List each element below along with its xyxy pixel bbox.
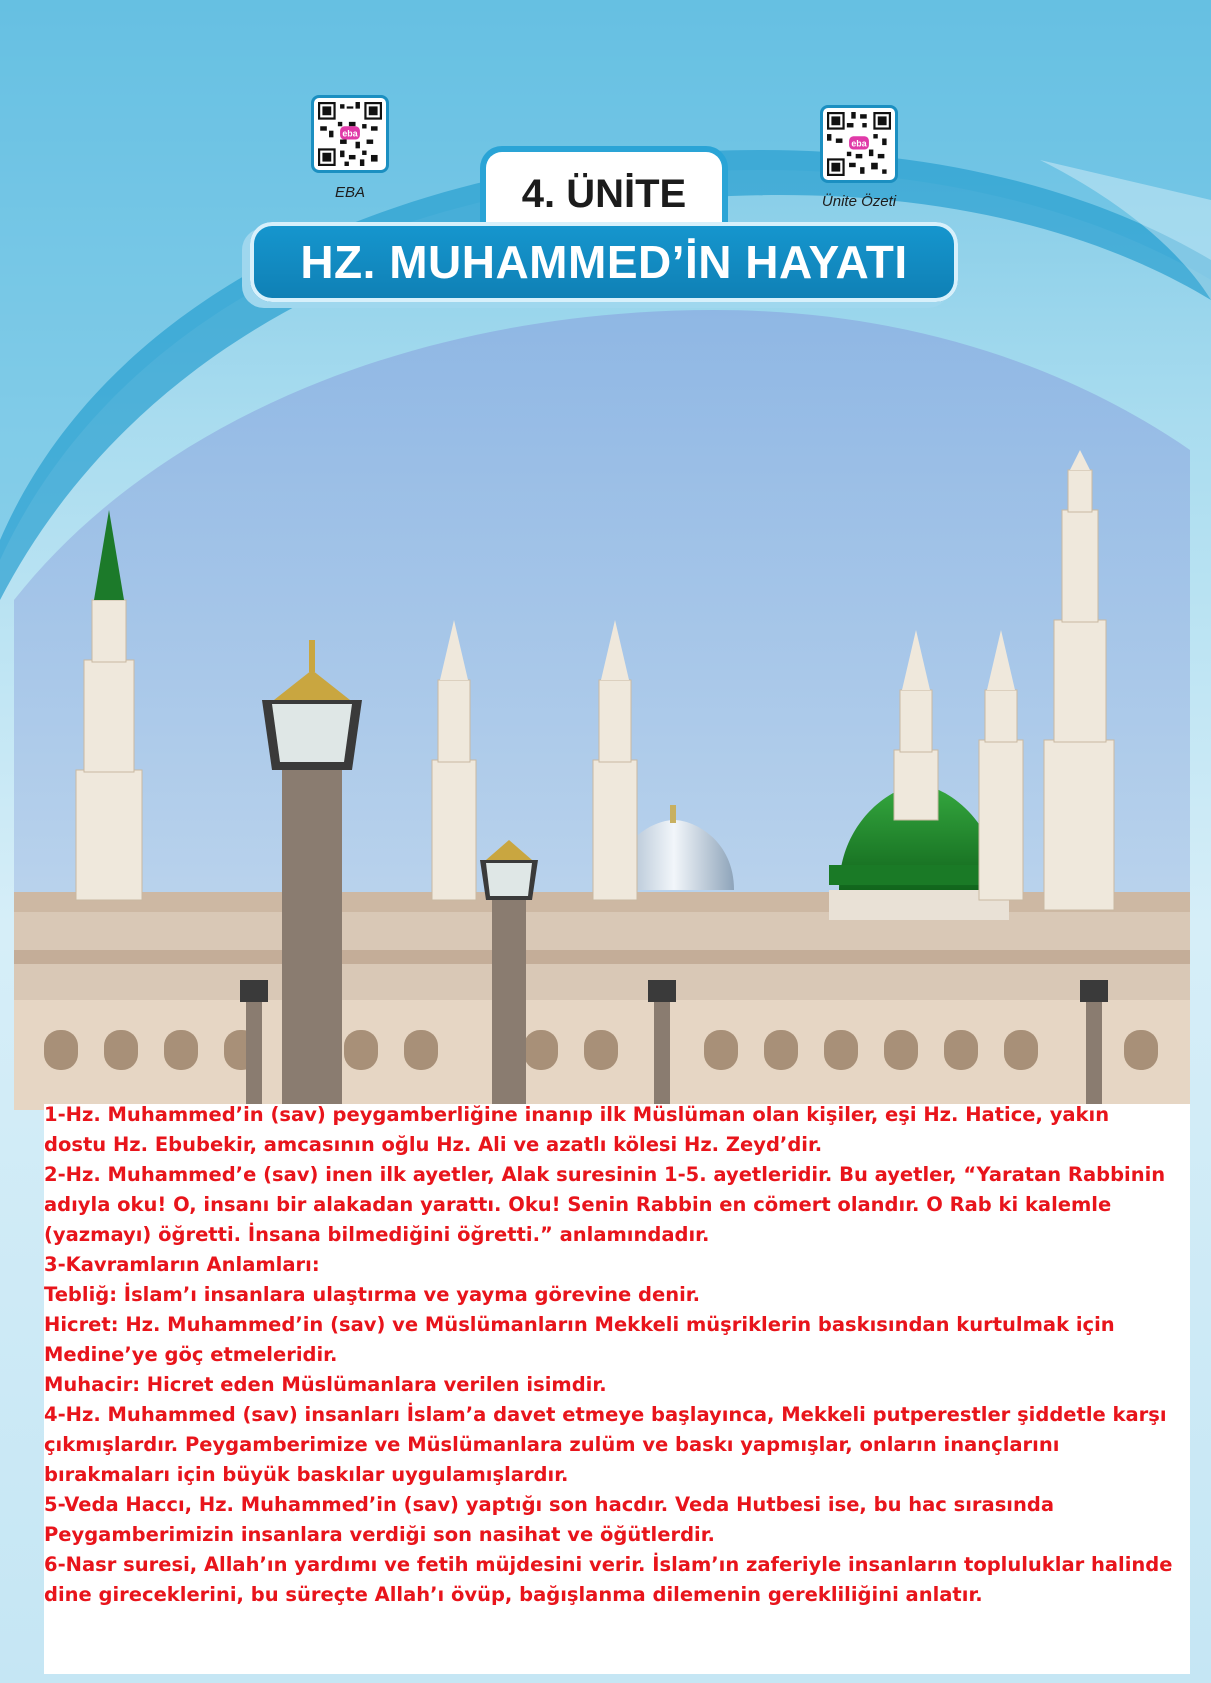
summary-text <box>44 1100 1190 1610</box>
summary-line: 5-Veda Haccı, Hz. Muhammed’in (sav) yaptığı son hacdır. Veda Hutbesi ise, bu hac sırasında <box>44 1493 1054 1516</box>
summary-line: 2-Hz. Muhammed’e (sav) inen ilk ayetler, Alak suresinin 1-5. ayetleridir. Bu ayetler, “Yaratan Rabbinin <box>44 1163 1166 1186</box>
summary-line: çıkmışlardır. Peygamberimize ve Müslümanlara zulüm ve baskı yapmışlar, onların inançlarını <box>44 1433 1060 1456</box>
qr-label-unit-summary: Ünite Özeti <box>821 193 897 210</box>
summary-line: Peygamberimizin insanlara verdiği son nasihat ve öğütlerdir. <box>44 1523 715 1546</box>
qr-label-eba: EBA <box>334 184 365 201</box>
qr-code-icon <box>318 102 382 166</box>
summary-line: bırakmaları için büyük baskılar uygulamışlardır. <box>44 1463 569 1486</box>
qr-code-eba[interactable] <box>311 95 389 173</box>
mosque-photo <box>14 300 1190 1110</box>
qr-code-icon <box>827 112 891 176</box>
svg-text:eba: eba <box>342 128 358 139</box>
summary-line: Hicret: Hz. Muhammed’in (sav) ve Müslümanların Mekkeli müşriklerin baskısından kurtulmak için <box>44 1313 1115 1336</box>
summary-line: Medine’ye göç etmeleridir. <box>44 1343 338 1366</box>
summary-line: dostu Hz. Ebubekir, amcasının oğlu Hz. Ali ve azatlı kölesi Hz. Zeyd’dir. <box>44 1133 823 1156</box>
summary-line: (yazmayı) öğretti. İnsana bilmediğini öğretti.” anlamındadır. <box>44 1223 710 1246</box>
summary-line: 1-Hz. Muhammed’in (sav) peygamberliğine inanıp ilk Müslüman olan kişiler, eşi Hz. Hatice, yakın <box>44 1103 1110 1126</box>
summary-line: 4-Hz. Muhammed (sav) insanları İslam’a davet etmeye başlayınca, Mekkeli putperestler şiddetle karşı <box>44 1403 1167 1426</box>
summary-line: adıyla oku! O, insanı bir alakadan yarattı. Oku! Senin Rabbin en cömert olandır. O Rab ki kalemle <box>44 1193 1112 1216</box>
summary-line: Tebliğ: İslam’ı insanlara ulaştırma ve yayma görevine denir. <box>44 1283 701 1306</box>
svg-text:eba: eba <box>851 138 867 149</box>
summary-line: 3-Kavramların Anlamları: <box>44 1253 320 1276</box>
unit-title: HZ. MUHAMMED’İN HAYATI <box>250 222 958 302</box>
unit-label: 4. ÜNİTE <box>480 146 728 226</box>
summary-line: 6-Nasr suresi, Allah’ın yardımı ve fetih müjdesini verir. İslam’ın zaferiyle insanların topluluklar halinde <box>44 1553 1173 1576</box>
summary-line: Muhacir: Hicret eden Müslümanlara verilen isimdir. <box>44 1373 607 1396</box>
summary-line: dine gireceklerini, bu süreçte Allah’ı övüp, bağışlanma dilemenin gerekliliğini anlatır. <box>44 1583 983 1606</box>
qr-code-unit-summary[interactable] <box>820 105 898 183</box>
